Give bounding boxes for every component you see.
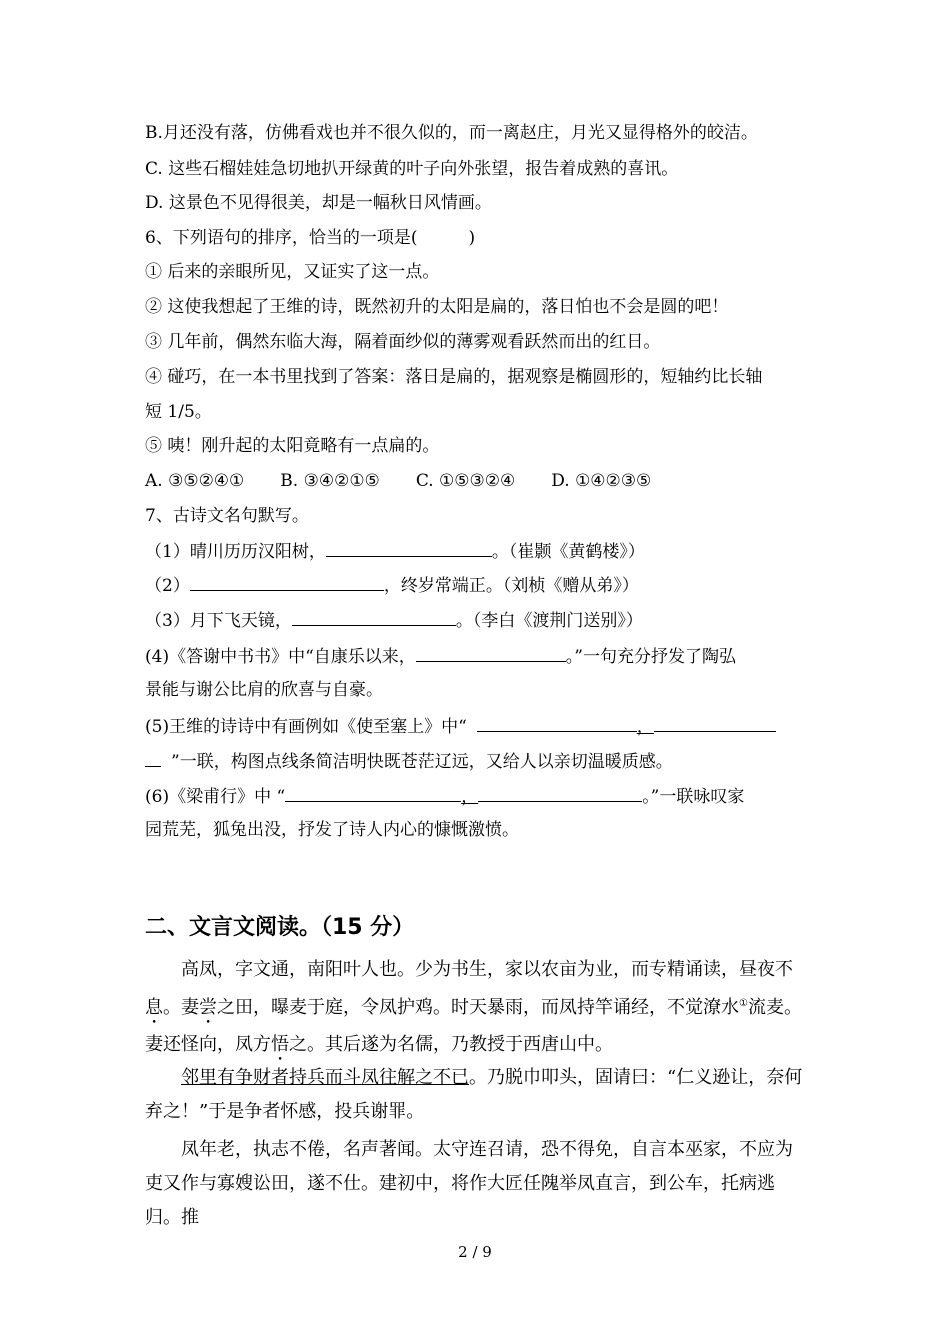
option-b: B.月还没有落，仿佛看戏也并不很久似的，而一离赵庄，月光又显得格外的皎洁。 [145,123,758,143]
q7-item-1: （1）晴川历历汉阳树， 。（崔颢《黄鹤楼》） [145,538,645,564]
answer-blank[interactable] [285,783,461,802]
q6-sentence-5: ⑤ 咦！刚升起的太阳竟略有一点扁的。 [145,436,440,456]
underlined-sentence: 邻里有争财者持兵而斗凤往解之不已 [181,1067,469,1088]
q6-option-a: A. ③⑤②④① [145,471,245,491]
answer-blank[interactable] [477,713,637,732]
q7-item-2: （2） ，终岁常端正。（刘桢《赠从弟》） [145,572,639,598]
q7-stem: 7、古诗文名句默写。 [145,506,309,526]
q7-item-5: (5)王维的诗诗中有画例如《使至塞上》中“ ， [145,713,776,739]
q7-item-4: (4)《答谢中书书》中“自康乐以来， 。”一句充分抒发了陶弘 [145,643,736,669]
q7-item-5-cont: ”一联，构图点线条简洁明快既苍茫辽远，又给人以亲切温暖质感。 [145,748,673,774]
q6-sentence-4-cont: 短 1/5。 [145,402,212,422]
footnote-marker: ① [739,998,748,1009]
answer-blank[interactable] [190,572,384,591]
q6-option-d: D. ①④②③⑤ [551,471,652,491]
q7-item-6: (6)《梁甫行》中 “ ， 。”一联咏叹家 [145,783,744,809]
q6-stem: 6、下列语句的排序，恰当的一项是( ) [145,228,476,248]
answer-blank[interactable] [416,643,566,662]
page-number: 2 / 9 [458,1243,492,1261]
q6-option-b: B. ③④②①⑤ [280,471,380,491]
passage-paragraph-1: 高凤，字文通，南阳叶人也。少为书生，家以农亩为业，而专精诵读，昼夜不息。妻尝之田，曝麦于庭，令凤护鸡。时天暴雨，而凤持竿诵经，不觉潦水①流麦。妻还怪向，凤方悟之。其后遂为名儒，乃教授于西唐山中。 [145,959,802,1055]
q7-item-6-cont: 园荒芜，狐兔出没，抒发了诗人内心的慷慨激愤。 [145,820,519,840]
answer-blank[interactable] [654,713,776,732]
answer-blank[interactable] [292,607,456,626]
section-heading: 二、文言文阅读。（15 分） [145,915,415,940]
q6-sentence-2: ② 这使我想起了王维的诗，既然初升的太阳是扁的，落日怕也不会是圆的吧！ [145,297,729,317]
option-d: D. 这景色不见得很美，却是一幅秋日风情画。 [145,193,492,213]
answer-blank[interactable] [145,748,161,767]
q6-sentence-3: ③ 几年前，偶然东临大海，隔着面纱似的薄雾观看跃然而出的红日。 [145,332,661,352]
answer-blank[interactable] [326,538,492,557]
q6-options [145,469,651,493]
q6-sentence-4: ④ 碰巧，在一本书里找到了答案：落日是扁的，据观察是椭圆形的，短轴约比长轴 [145,367,763,387]
q7-item-3: （3）月下飞天镜， 。（李白《渡荆门送别》） [145,607,643,633]
option-c: C. 这些石榴娃娃急切地扒开绿黄的叶子向外张望，报告着成熟的喜讯。 [145,159,679,179]
passage-paragraph-2: 邻里有争财者持兵而斗凤往解之不已。乃脱巾叩头，固请曰：“仁义逊让，奈何弃之！”于是争者怀感，投兵谢罪。 [145,1067,803,1122]
q6-sentence-1: ① 后来的亲眼所见，又证实了这一点。 [145,262,440,282]
answer-blank[interactable] [478,783,642,802]
q7-item-4-cont: 景能与谢公比肩的欣喜与自豪。 [145,680,383,700]
q6-option-c: C. ①⑤③②④ [415,471,516,491]
passage-paragraph-3: 凤年老，执志不倦，名声著闻。太守连召请，恐不得免，自言本巫家，不应为吏又作与寡嫂讼田，遂不仕。建初中，将作大匠任隗举凤直言，到公车，托病逃归。推 [145,1139,793,1228]
